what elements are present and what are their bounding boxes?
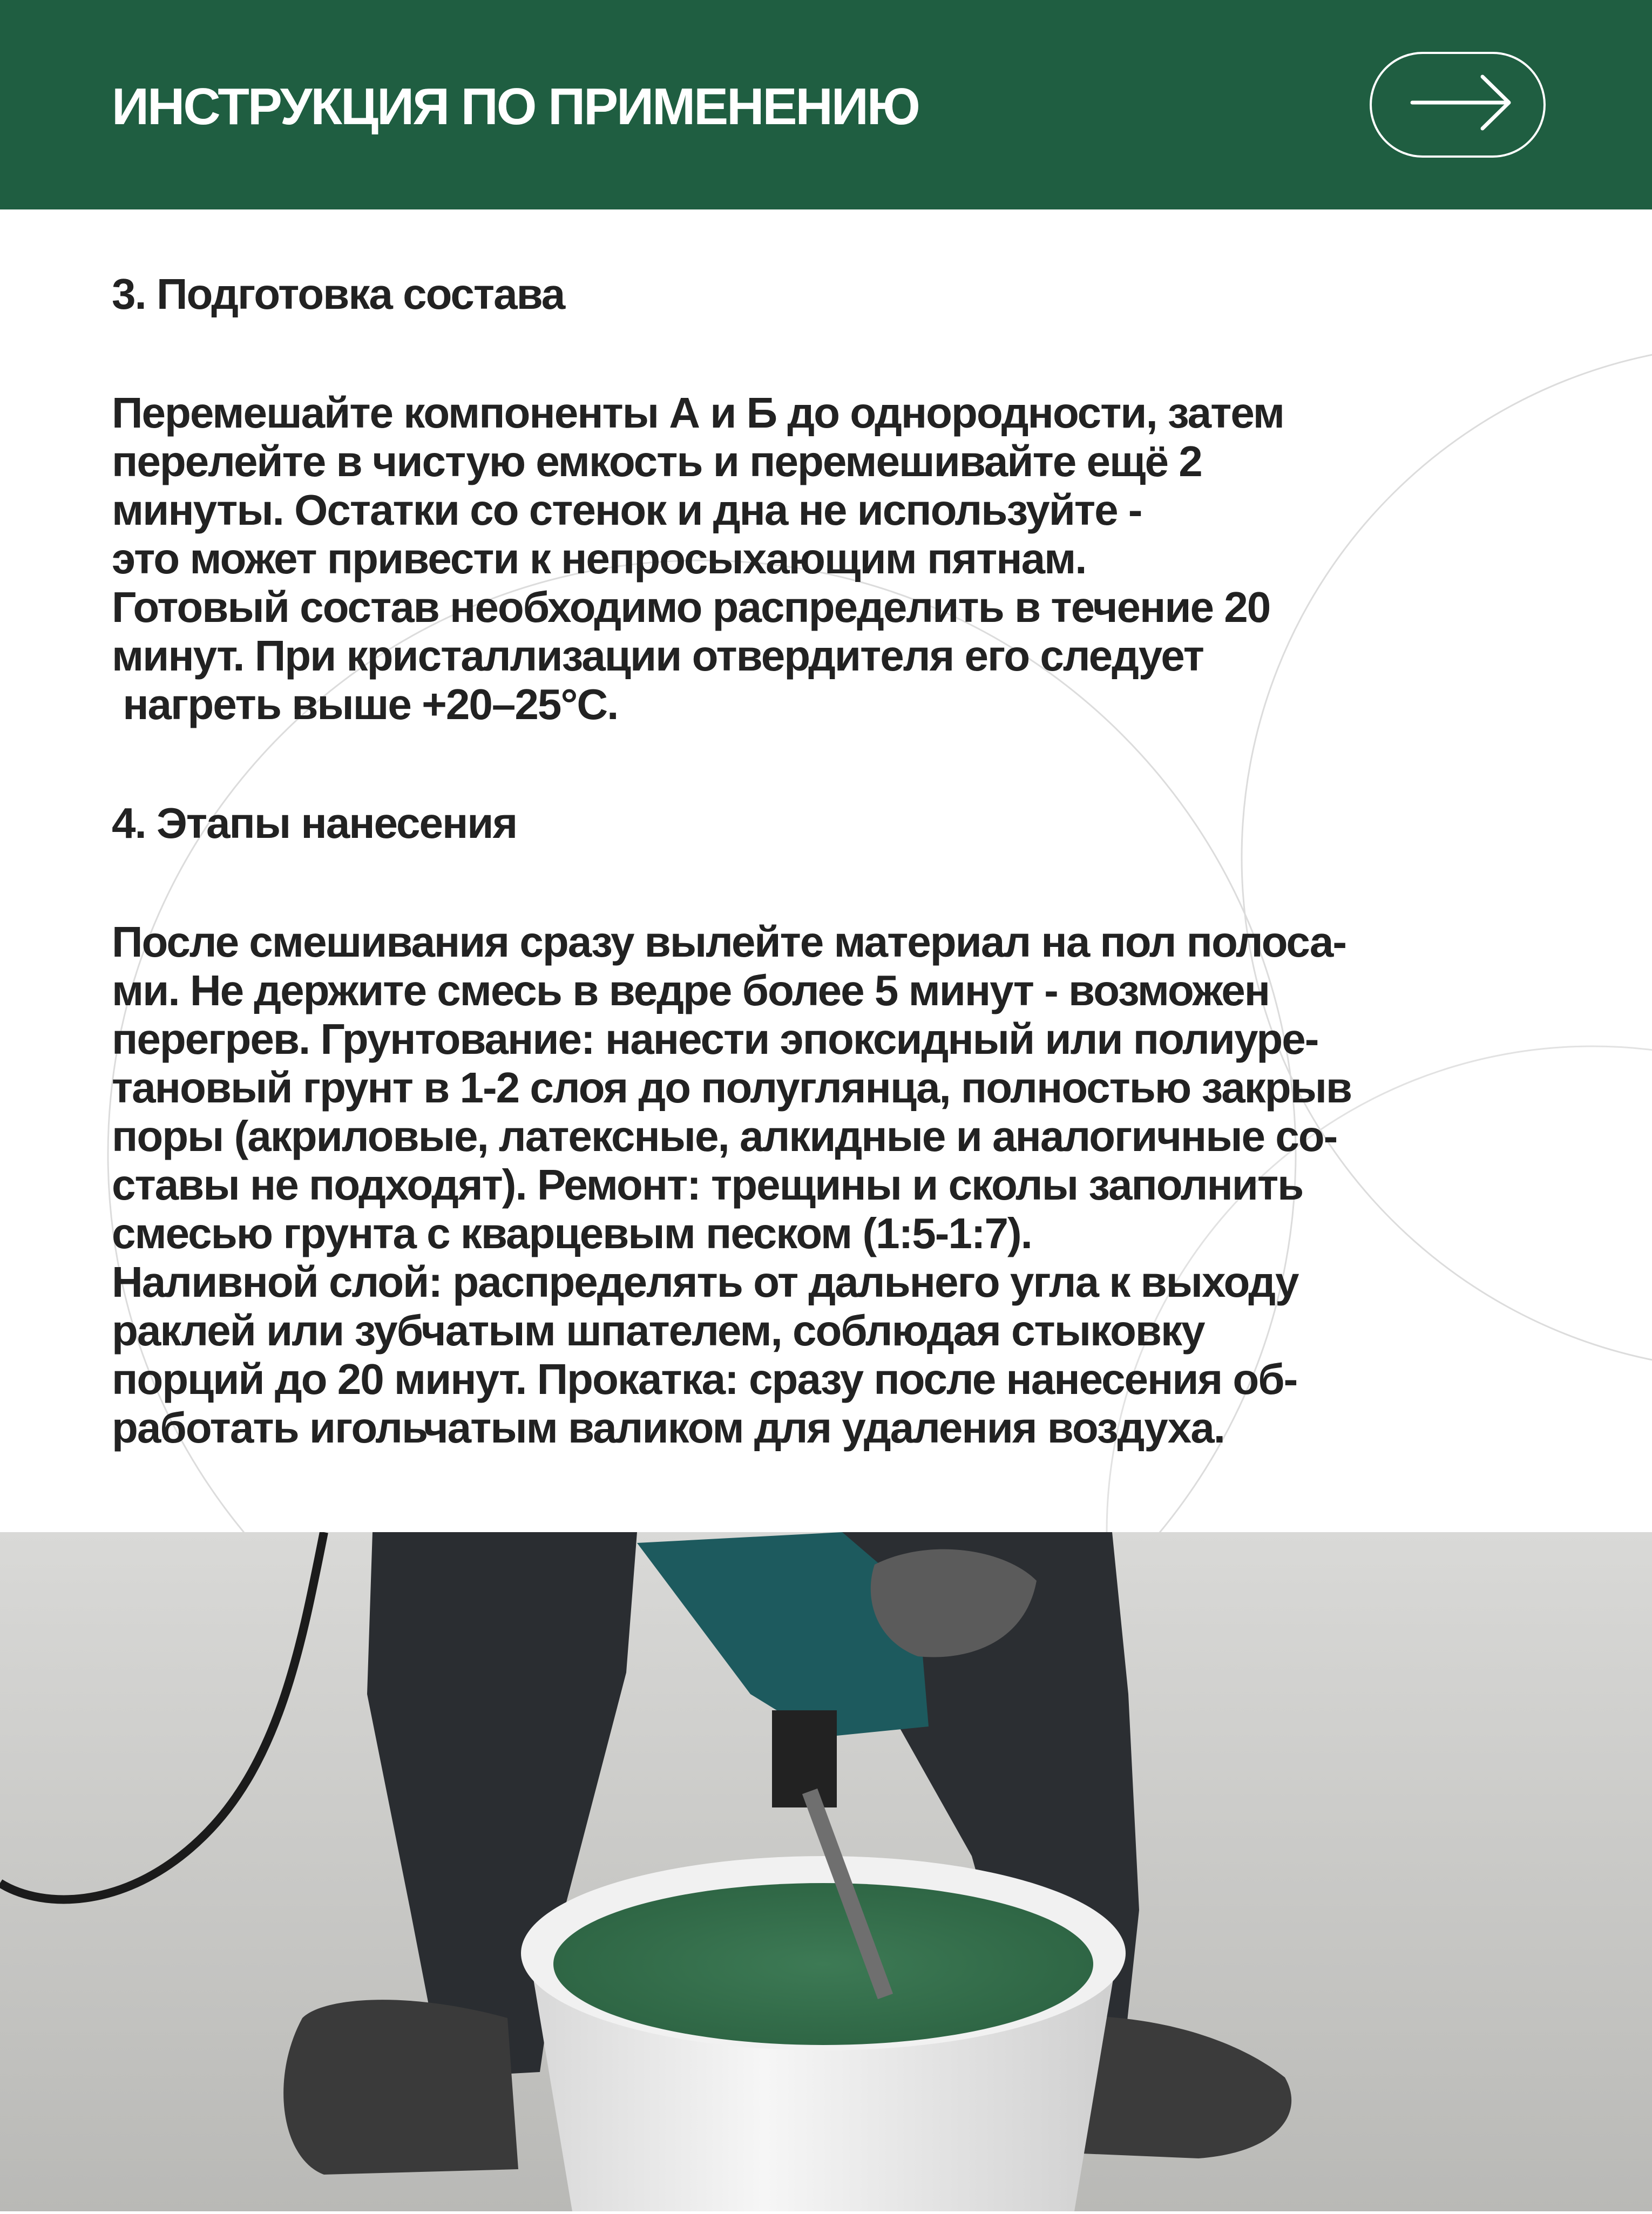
header-bar xyxy=(0,0,1652,209)
text-line: После смешивания сразу вылейте материал на пол полоса- xyxy=(112,918,1346,966)
text-line: перелейте в чистую емкость и перемешивайте ещё 2 xyxy=(112,437,1202,485)
section-4-body xyxy=(112,918,1559,1452)
text-line: поры (акриловые, латексные, алкидные и аналогичные со- xyxy=(112,1112,1337,1160)
next-button[interactable] xyxy=(1370,52,1546,158)
text-line: минут. При кристаллизации отвердителя его следует xyxy=(112,632,1203,680)
text-line: ставы не подходят). Ремонт: трещины и сколы заполнить xyxy=(112,1161,1303,1209)
text-line: ми. Не держите смесь в ведре более 5 минут - возможен xyxy=(112,966,1270,1014)
text-line: раклей или зубчатым шпателем, соблюдая стыковку xyxy=(112,1306,1204,1355)
text-line: порций до 20 минут. Прокатка: сразу после нанесения об- xyxy=(112,1355,1297,1403)
section-4-title: 4. Этапы нанесения xyxy=(112,799,517,847)
text-line: Перемешайте компоненты А и Б до однородности, затем xyxy=(112,389,1284,437)
section-3-body xyxy=(112,389,1559,729)
page-title: ИНСТРУКЦИЯ ПО ПРИМЕНЕНИЮ xyxy=(112,78,919,136)
text-line: Наливной слой: распределять от дальнего угла к выходу xyxy=(112,1258,1298,1306)
text-line: минуты. Остатки со стенок и дна не используйте - xyxy=(112,486,1142,534)
text-line: Готовый состав необходимо распределить в течение 20 xyxy=(112,583,1270,631)
section-3-title: 3. Подготовка состава xyxy=(112,270,565,318)
text-line: смесью грунта с кварцевым песком (1:5-1:7). xyxy=(112,1209,1032,1257)
text-line: нагреть выше +20–25°С. xyxy=(112,680,618,728)
text-line: тановый грунт в 1-2 слоя до полуглянца, полностью закрыв xyxy=(112,1064,1352,1112)
mixing-photo xyxy=(0,1532,1652,2211)
arrow-right-icon xyxy=(1372,54,1543,155)
text-line: работать игольчатым валиком для удаления воздуха. xyxy=(112,1404,1224,1452)
instructions-content xyxy=(112,270,1559,1452)
text-line: перегрев. Грунтование: нанести эпоксидный или полиуре- xyxy=(112,1015,1318,1063)
text-line: это может привести к непросыхающим пятнам. xyxy=(112,534,1086,583)
